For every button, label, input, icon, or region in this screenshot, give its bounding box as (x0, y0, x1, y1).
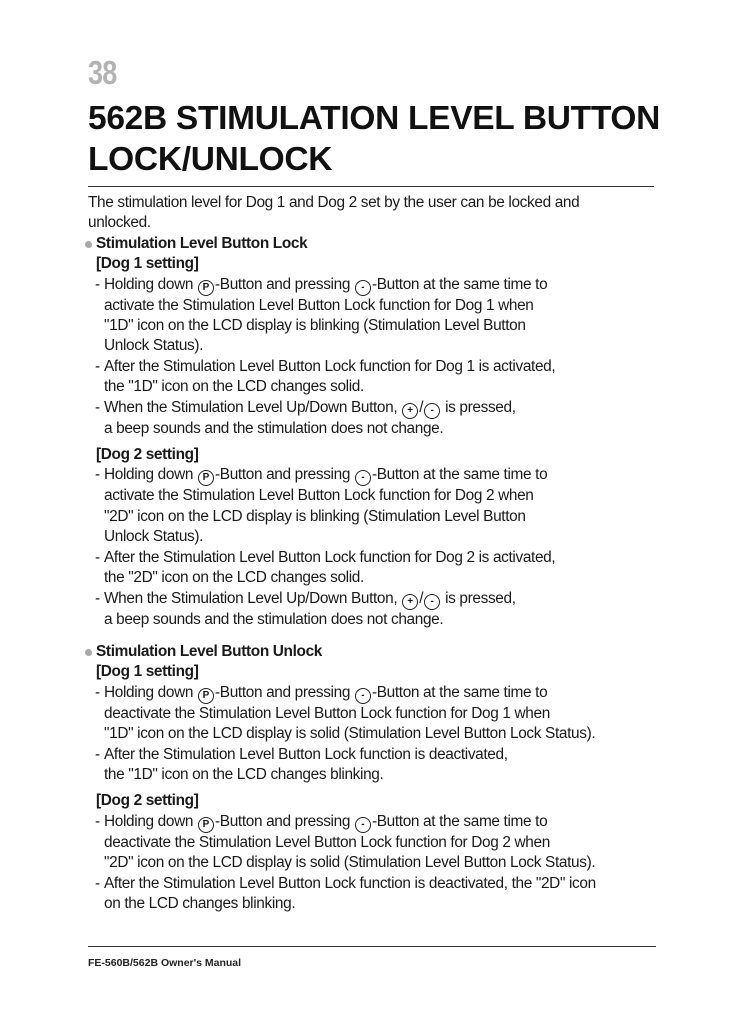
subheading-dog1-lock: [Dog 1 setting] (96, 255, 199, 273)
list-item: - After the Stimulation Level Button Lock function is deactivated, the "2D" icon on the LCD changes blinking. (95, 874, 596, 912)
item-text: a beep sounds and the stimulation does not change. (104, 610, 444, 628)
item-text: / (419, 589, 424, 607)
minus-button-icon: - (424, 403, 440, 419)
list-item: - After the Stimulation Level Button Lock function is deactivated, the "1D" icon on the LCD changes blinking. (95, 745, 508, 783)
item-text: "2D" icon on the LCD display is solid (Stimulation Level Button Lock Status). (104, 854, 596, 872)
plus-button-icon: + (402, 594, 418, 610)
p-button-icon: P (198, 470, 214, 486)
item-text: After the Stimulation Level Button Lock function for Dog 1 is activated, (104, 357, 556, 375)
item-text: -Button and pressing (215, 275, 354, 293)
title-divider (88, 186, 654, 187)
item-text: When the Stimulation Level Up/Down Button, (104, 589, 402, 607)
intro-paragraph (88, 193, 658, 234)
item-text: After the Stimulation Level Button Lock function for Dog 2 is activated, (104, 548, 556, 566)
item-text: the "2D" icon on the LCD changes solid. (104, 569, 364, 587)
subheading-dog2-lock: [Dog 2 setting] (96, 446, 199, 464)
page-title (88, 98, 688, 180)
item-text: / (419, 398, 424, 416)
item-text: Holding down (104, 683, 197, 701)
item-text: "1D" icon on the LCD display is blinking (Stimulation Level Button (104, 317, 526, 335)
title-line-2: LOCK/UNLOCK (88, 141, 333, 178)
item-text: -Button and pressing (215, 466, 354, 484)
item-text: After the Stimulation Level Button Lock function is deactivated, (104, 745, 508, 763)
item-text: Holding down (104, 466, 197, 484)
plus-button-icon: + (402, 403, 418, 419)
item-text: activate the Stimulation Level Button Lock function for Dog 1 when (104, 296, 534, 314)
minus-button-icon: - (355, 280, 371, 296)
item-text: -Button at the same time to (371, 466, 548, 484)
item-text: a beep sounds and the stimulation does not change. (104, 419, 444, 437)
p-button-icon: P (198, 688, 214, 704)
p-button-icon: P (198, 817, 214, 833)
item-text: -Button at the same time to (371, 683, 548, 701)
list-item: - Holding down P -Button and pressing - -Button at the same time to activate the Stimulation Level Button Lock function for Dog 2 when "2D" icon on the LCD display is blinking (Stimulation Level Button Unlock Status). (95, 466, 548, 546)
item-text: activate the Stimulation Level Button Lock function for Dog 2 when (104, 487, 534, 505)
item-text: deactivate the Stimulation Level Button Lock function for Dog 1 when (104, 704, 550, 722)
item-text: Unlock Status). (104, 337, 204, 355)
item-text: on the LCD changes blinking. (104, 894, 296, 912)
section-heading-unlock (88, 642, 658, 662)
item-text: Unlock Status). (104, 528, 204, 546)
minus-button-icon: - (355, 470, 371, 486)
list-item: - When the Stimulation Level Up/Down Button, + / - is pressed, a beep sounds and the stimulation does not change. (95, 398, 516, 437)
item-text: After the Stimulation Level Button Lock function is deactivated, the "2D" icon (104, 874, 596, 892)
item-text: the "1D" icon on the LCD changes blinking. (104, 765, 384, 783)
list-item: - After the Stimulation Level Button Lock function for Dog 2 is activated, the "2D" icon on the LCD changes solid. (95, 548, 556, 587)
item-text: is pressed, (441, 398, 516, 416)
subheading-dog2-unlock: [Dog 2 setting] (96, 792, 199, 810)
item-text: -Button and pressing (215, 812, 354, 830)
list-item: - Holding down P -Button and pressing - -Button at the same time to deactivate the Stimulation Level Button Lock function for Dog 1 when "1D" icon on the LCD display is solid (Stimulation Level Button Lock Status). (95, 683, 596, 743)
minus-button-icon: - (424, 594, 440, 610)
item-text: Holding down (104, 812, 197, 830)
section-heading-text: Stimulation Level Button Unlock (96, 642, 323, 660)
item-text: deactivate the Stimulation Level Button Lock function for Dog 2 when (104, 833, 550, 851)
bullet-dot-icon (85, 649, 92, 656)
main-content (88, 193, 658, 914)
footer-divider (88, 946, 656, 947)
item-text: is pressed, (441, 589, 516, 607)
list-item: - When the Stimulation Level Up/Down Button, + / - is pressed, a beep sounds and the stimulation does not change. (95, 589, 516, 628)
item-text: When the Stimulation Level Up/Down Button, (104, 398, 402, 416)
item-text: -Button at the same time to (371, 275, 548, 293)
minus-button-icon: - (355, 817, 371, 833)
list-item: - After the Stimulation Level Button Lock function for Dog 1 is activated, the "1D" icon on the LCD changes solid. (95, 357, 556, 396)
item-text: -Button at the same time to (371, 812, 548, 830)
item-text: Holding down (104, 275, 197, 293)
section-heading-lock (88, 234, 658, 254)
title-line-1: 562B STIMULATION LEVEL BUTTON (88, 100, 661, 137)
item-text: "1D" icon on the LCD display is solid (Stimulation Level Button Lock Status). (104, 725, 596, 743)
p-button-icon: P (198, 280, 214, 296)
footer-manual-title: FE-560B/562B Owner's Manual (88, 957, 242, 969)
intro-line-1: The stimulation level for Dog 1 and Dog 2 set by the user can be locked and (88, 194, 580, 211)
section-heading-text: Stimulation Level Button Lock (96, 234, 308, 252)
intro-line-2: unlocked. (88, 214, 151, 232)
item-text: -Button and pressing (215, 683, 354, 701)
list-item: - Holding down P -Button and pressing - -Button at the same time to deactivate the Stimulation Level Button Lock function for Dog 2 when "2D" icon on the LCD display is solid (Stimulation Level Button Lock Status). (95, 812, 596, 872)
item-text: the "1D" icon on the LCD changes solid. (104, 378, 364, 396)
subheading-dog1-unlock: [Dog 1 setting] (96, 663, 199, 681)
minus-button-icon: - (355, 688, 371, 704)
bullet-dot-icon (85, 241, 92, 248)
page-number: 38 (88, 54, 117, 91)
item-text: "2D" icon on the LCD display is blinking (Stimulation Level Button (104, 507, 526, 525)
list-item: - Holding down P -Button and pressing - -Button at the same time to activate the Stimulation Level Button Lock function for Dog 1 when "1D" icon on the LCD display is blinking (Stimulation Level Button Unlock Status). (95, 275, 548, 355)
